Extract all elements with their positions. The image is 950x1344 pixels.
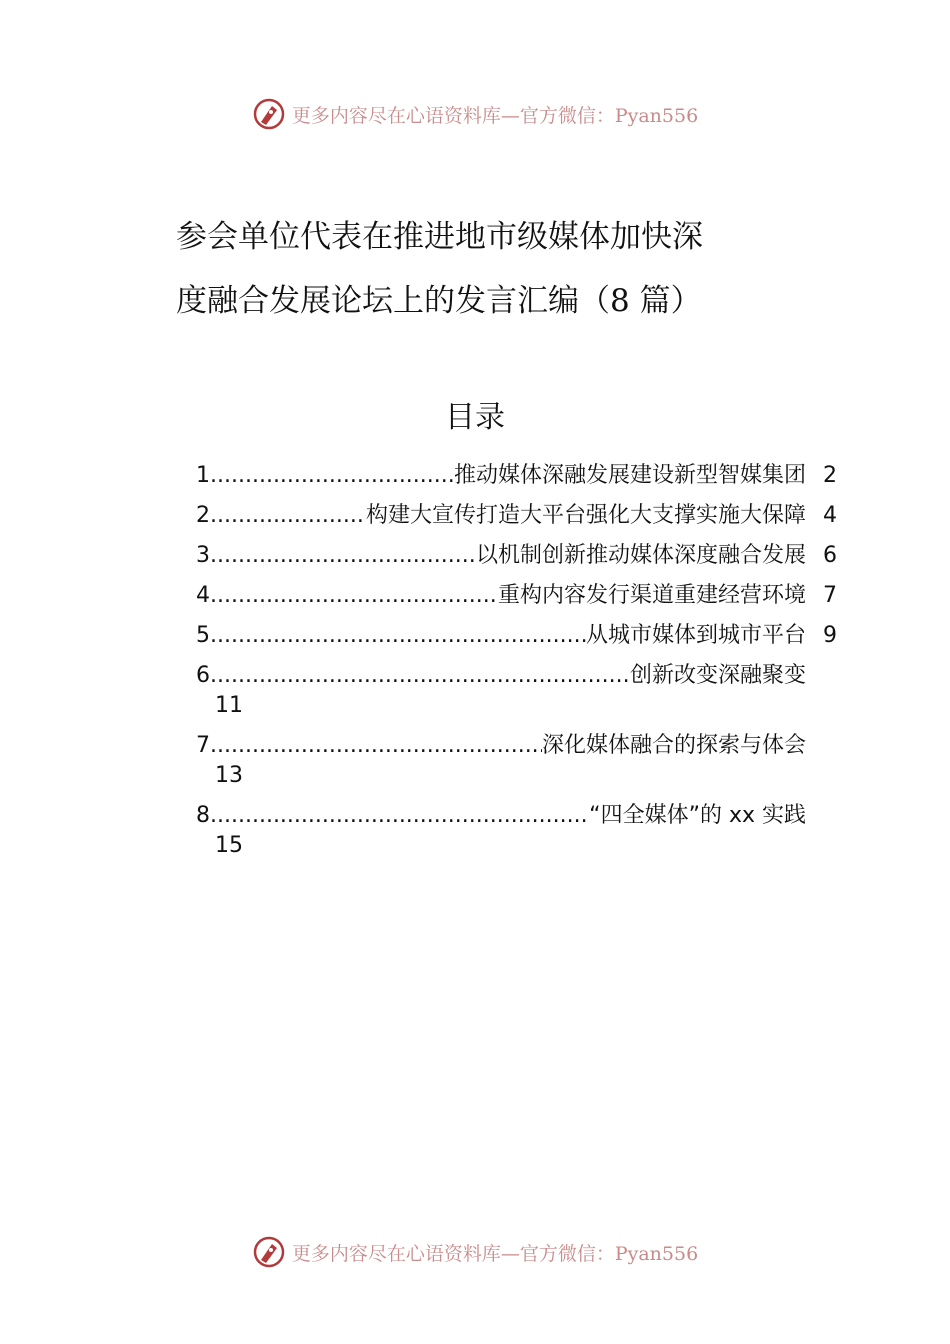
pen-nib-logo-icon (252, 1235, 286, 1269)
toc-entry-8[interactable] (196, 796, 846, 866)
toc-heading: 目录 (445, 400, 505, 435)
table-of-contents (196, 456, 846, 866)
toc-entry-page: 13 (215, 763, 243, 788)
toc-entry-number: 3 (196, 543, 210, 568)
toc-entry-title: 从城市媒体到城市平台 (585, 623, 806, 648)
toc-leader-dots (210, 496, 366, 536)
toc-entry-number: 4 (196, 583, 210, 608)
toc-entry-page: 9 (823, 623, 837, 648)
toc-leader-dots (210, 616, 586, 656)
toc-leader-dots (210, 576, 498, 616)
toc-leader-dots (210, 456, 454, 496)
toc-entry-number: 8 (196, 803, 210, 828)
document-title-line-2: 度融合发展论坛上的发言汇编（8 篇） (176, 283, 702, 319)
toc-entry-5[interactable] (196, 616, 846, 656)
toc-entry-title: 创新改变深融聚变 (629, 663, 806, 688)
toc-entry-page: 2 (823, 463, 837, 488)
toc-entry-page: 4 (823, 503, 837, 528)
toc-entry-number: 1 (196, 463, 210, 488)
toc-entry-title: 推动媒体深融发展建设新型智媒集团 (453, 463, 806, 488)
toc-entry-title: “四全媒体”的 xx 实践 (589, 803, 806, 828)
toc-leader-dots (210, 536, 476, 576)
banner-text: 更多内容尽在心语资料库—官方微信：Pyan556 (291, 1242, 699, 1265)
toc-entry-title: 重构内容发行渠道重建经营环境 (497, 583, 806, 608)
toc-entry-4[interactable] (196, 576, 846, 616)
toc-leader-dots (210, 656, 630, 696)
toc-entry-title: 以机制创新推动媒体深度融合发展 (475, 543, 806, 568)
toc-entry-title: 深化媒体融合的探索与体会 (541, 733, 806, 758)
toc-entry-number: 5 (196, 623, 210, 648)
toc-leader-dots (210, 796, 589, 836)
footer-banner (0, 1232, 950, 1272)
toc-entry-3[interactable] (196, 536, 846, 576)
header-banner (0, 94, 950, 134)
toc-entry-number: 2 (196, 503, 210, 528)
banner-text: 更多内容尽在心语资料库—官方微信：Pyan556 (291, 104, 699, 127)
toc-entry-2[interactable] (196, 496, 846, 536)
toc-entry-1[interactable] (196, 456, 846, 496)
toc-entry-7[interactable] (196, 726, 846, 796)
toc-entry-page: 15 (215, 833, 243, 858)
document-title-line-1: 参会单位代表在推进地市级媒体加快深 (176, 219, 703, 255)
toc-entry-page: 7 (823, 583, 837, 608)
document-title (176, 205, 796, 333)
pen-nib-logo-icon (252, 97, 286, 131)
toc-entry-title: 构建大宣传打造大平台强化大支撑实施大保障 (365, 503, 806, 528)
toc-entry-page: 6 (823, 543, 837, 568)
toc-entry-number: 7 (196, 733, 210, 758)
toc-entry-page: 11 (215, 693, 243, 718)
toc-entry-number: 6 (196, 663, 210, 688)
toc-leader-dots (210, 726, 542, 766)
toc-entry-6[interactable] (196, 656, 846, 726)
